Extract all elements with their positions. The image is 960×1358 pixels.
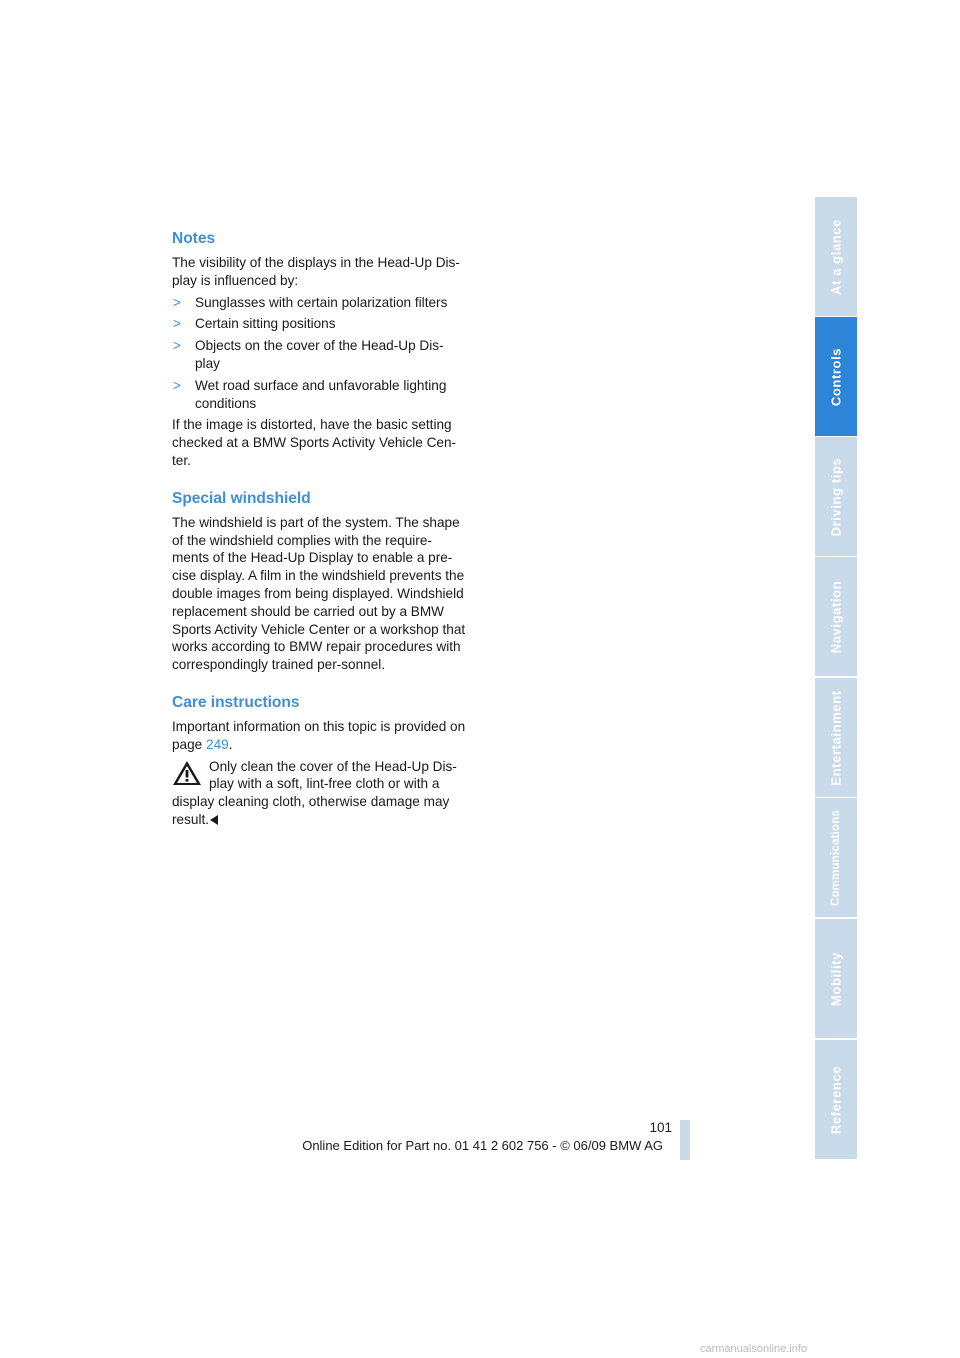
list-item (172, 294, 468, 312)
notes-bullet-list (172, 294, 468, 413)
footer-edition: Online Edition for Part no. 01 41 2 602 756 - © 06/09 BMW AG (302, 1138, 663, 1153)
warning-note (172, 758, 468, 829)
notes-outro: If the image is distorted, have the basic setting checked at a BMW Sports Activity Vehicle Cen-ter. (172, 417, 457, 468)
page-content (172, 228, 468, 829)
tab-reference[interactable] (815, 1040, 857, 1159)
warning-triangle-icon (172, 759, 202, 787)
tab-at-a-glance[interactable] (815, 197, 857, 316)
chapter-tabs (815, 197, 857, 1160)
tab-label: Communications (830, 809, 842, 906)
list-item (172, 337, 468, 373)
bullet-mark: > (173, 316, 181, 332)
bullet-text: Objects on the cover of the Head-Up Dis-play (195, 338, 444, 371)
windshield-body: The windshield is part of the system. The shape of the windshield complies with the require-ments of the Head-Up Display to enable a pre-cise display. A film in the windshield prevents the double images from being displayed. Windshield replacement should be carried out by a BMW Sports Activity Vehicle Center or a workshop that works according to BMW repair procedures with correspondingly trained per-sonnel. (172, 514, 466, 673)
tab-driving-tips[interactable] (815, 437, 857, 556)
tab-label: At a glance (828, 218, 844, 295)
bullet-text: Certain sitting positions (195, 316, 336, 332)
tab-label: Driving tips (828, 457, 844, 536)
bullet-mark: > (173, 338, 181, 354)
care-heading: Care instructions (172, 693, 300, 711)
tab-mobility[interactable] (815, 919, 857, 1038)
warning-text: Only clean the cover of the Head-Up Dis-play with a soft, lint-free cloth or with a display cleaning cloth, otherwise damage may result. (172, 758, 457, 827)
tab-label: Controls (828, 347, 844, 406)
tab-controls[interactable] (815, 317, 857, 436)
bullet-mark: > (173, 294, 181, 310)
notes-intro: The visibility of the displays in the Head-Up Dis-play is influenced by: (172, 255, 460, 288)
page-marker (680, 1120, 690, 1160)
page-number: 101 (649, 1120, 672, 1135)
page-reference-link[interactable]: 249 (206, 736, 229, 752)
tab-entertainment[interactable] (815, 678, 857, 797)
bullet-text: Sunglasses with certain polarization filters (195, 294, 448, 310)
tab-label: Mobility (828, 951, 844, 1006)
notes-heading: Notes (172, 230, 216, 247)
bullet-mark: > (173, 377, 181, 393)
tab-label: Navigation (828, 580, 844, 653)
tab-navigation[interactable] (815, 557, 857, 676)
care-body (172, 718, 468, 754)
list-item (172, 315, 468, 333)
tab-label: Entertainment (828, 689, 844, 786)
care-body-end: . (228, 736, 233, 752)
bullet-text: Wet road surface and unfavorable lighting conditions (195, 377, 447, 411)
tab-communications[interactable] (815, 798, 857, 917)
windshield-heading: Special windshield (172, 489, 311, 507)
watermark: carmanualsonline.info (700, 1343, 808, 1355)
tab-label: Reference (828, 1065, 844, 1134)
end-mark-icon (210, 815, 218, 825)
list-item (172, 377, 468, 413)
care-body-text: Important information on this topic is provided on page (172, 718, 466, 752)
